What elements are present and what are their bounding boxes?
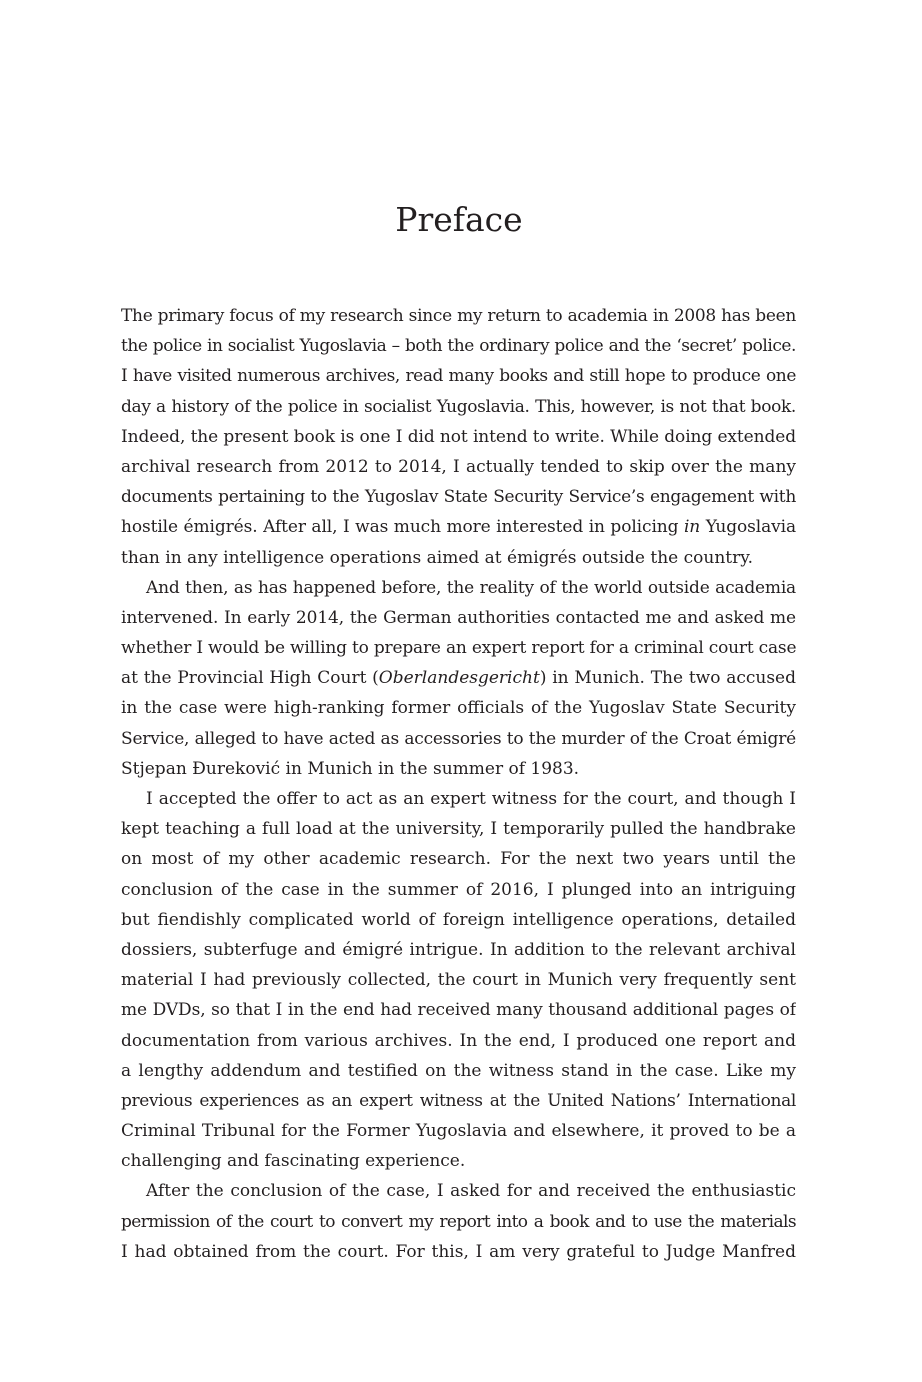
text-line: in the case were high-ranking former officials of the Yugoslav State Security bbox=[121, 698, 796, 719]
text-line: The primary focus of my research since my return to academia in 2008 has been bbox=[121, 306, 796, 326]
text-line: material I had previously collected, the court in Munich very frequently sent bbox=[121, 970, 796, 991]
text-line: Criminal Tribunal for the Former Yugoslavia and elsewhere, it proved to be a bbox=[121, 1121, 796, 1142]
text-line: And then, as has happened before, the reality of the world outside academia bbox=[146, 577, 796, 598]
text-line: day a history of the police in socialist Yugoslavia. This, however, is not that book. bbox=[121, 396, 796, 417]
text-line: a lengthy addendum and testified on the witness stand in the case. Like my bbox=[121, 1060, 796, 1081]
paragraph bbox=[121, 1176, 796, 1267]
text-line: After the conclusion of the case, I asked for and received the enthusiastic bbox=[146, 1181, 796, 1202]
text-line: previous experiences as an expert witness at the United Nations’ International bbox=[121, 1090, 796, 1111]
text-line: the police in socialist Yugoslavia – both the ordinary police and the ‘secret’ police. bbox=[121, 336, 796, 357]
page-title: Preface bbox=[395, 200, 523, 239]
text-line: archival research from 2012 to 2014, I actually tended to skip over the many bbox=[121, 456, 796, 477]
text-line: me DVDs, so that I in the end had received many thousand additional pages of bbox=[121, 1000, 796, 1021]
paragraph bbox=[121, 784, 796, 1176]
paragraph bbox=[121, 301, 796, 573]
body-text bbox=[121, 301, 796, 1267]
text-line: whether I would be willing to prepare an expert report for a criminal court case bbox=[121, 638, 796, 659]
text-line: challenging and fascinating experience. bbox=[121, 1151, 466, 1172]
text-line: I accepted the offer to act as an expert witness for the court, and though I bbox=[146, 789, 796, 809]
text-line: Indeed, the present book is one I did not intend to write. While doing extended bbox=[121, 426, 796, 447]
text-line: Service, alleged to have acted as accessories to the murder of the Croat émigré bbox=[121, 728, 796, 749]
text-run: at the Provincial High Court ( bbox=[121, 668, 379, 689]
text-line: documents pertaining to the Yugoslav State Security Service’s engagement with bbox=[121, 487, 796, 508]
text-line: kept teaching a full load at the university, I temporarily pulled the handbrake bbox=[121, 819, 796, 840]
paragraph bbox=[121, 573, 796, 784]
text-run: ) in Munich. The two accused bbox=[539, 668, 796, 689]
text-line: documentation from various archives. In the end, I produced one report and bbox=[121, 1030, 796, 1051]
text-line bbox=[121, 512, 796, 542]
text-line: dossiers, subterfuge and émigré intrigue. In addition to the relevant archival bbox=[121, 939, 796, 960]
text-line: conclusion of the case in the summer of 2016, I plunged into an intriguing bbox=[121, 879, 796, 900]
text-line: intervened. In early 2014, the German authorities contacted me and asked me bbox=[121, 607, 796, 628]
text-line: I have visited numerous archives, read many books and still hope to produce one bbox=[121, 366, 796, 387]
text-run: Yugoslavia bbox=[700, 517, 796, 538]
text-line bbox=[121, 663, 796, 693]
italic-text: in bbox=[683, 517, 701, 538]
text-line: Stjepan Đureković in Munich in the summer of 1983. bbox=[121, 758, 580, 779]
text-line: than in any intelligence operations aimed at émigrés outside the country. bbox=[121, 547, 753, 568]
text-run: hostile émigrés. After all, I was much more interested in policing bbox=[121, 517, 684, 538]
text-line: on most of my other academic research. For the next two years until the bbox=[121, 849, 796, 870]
text-line: I had obtained from the court. For this, I am very grateful to Judge Manfred bbox=[121, 1241, 796, 1262]
text-line: but fiendishly complicated world of foreign intelligence operations, detailed bbox=[121, 909, 796, 930]
italic-text: Oberlandesgericht bbox=[378, 668, 540, 689]
text-line: permission of the court to convert my report into a book and to use the materials bbox=[121, 1211, 796, 1232]
